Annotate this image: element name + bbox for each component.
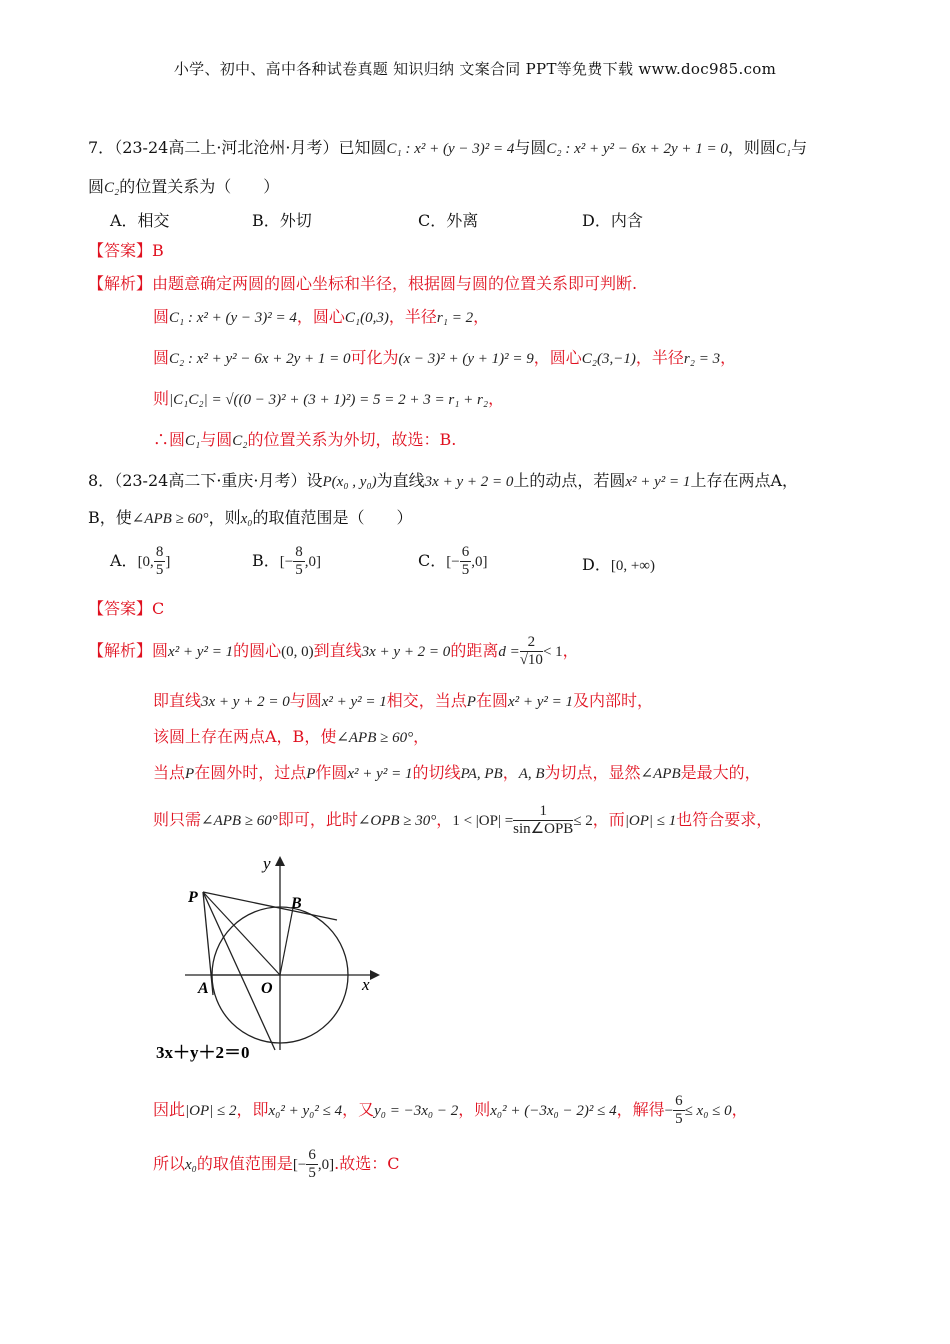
q7-step-3: 则|C₁C₂| = √((0 − 3)² + (3 + 1)²) = 5 = 2 + 3 = r₁ + r₂， <box>153 389 505 408</box>
label-line-equation: 3x＋y＋2＝0 <box>156 1043 250 1062</box>
q7-conclusion: ∴圆C₁与圆C₂的位置关系为外切，故选：B. <box>153 430 457 449</box>
label-b: B <box>291 895 302 912</box>
page-header: 小学、初中、高中各种试卷真题 知识归纳 文案合同 PPT等免费下载 www.doc985.com <box>173 60 777 78</box>
q7-option-b: B．外切 <box>252 211 312 230</box>
q8-analysis-5: 则只需∠APB ≥ 60°即可，此时∠OPB ≥ 30°，1 < |OP| = $\frac{1}{\text{sin∠OPB}}$ ≤ 2，而|OP| ≤ 1也符合要求， <box>153 803 773 837</box>
q8-option-c: C．[− $\frac{6}{5}$ ,0] <box>418 544 488 578</box>
q7-stem-line2: 圆C₂的位置关系为（ ） <box>88 177 280 196</box>
geometry-figure <box>150 850 390 1070</box>
q8-analysis-6: 因此|OP| ≤ 2，即x₀² + y₀² ≤ 4，又y₀ = −3x₀ − 2，则x₀² + (−3x₀ − 2)² ≤ 4，解得− $\frac{6}{5}$ ≤ x₀ ≤ 0， <box>153 1093 748 1127</box>
line-3x-y-2 <box>203 892 275 1050</box>
label-y: y <box>263 854 271 873</box>
q8-option-b: B．[− $\frac{8}{5}$ ,0] <box>252 544 321 578</box>
q7-option-d: D．内含 <box>582 211 643 230</box>
q8-analysis-1: 【解析】圆x² + y² = 1的圆心(0, 0)到直线3x + y + 2 = 0的距离d = $\frac{2}{√10}$ < 1， <box>88 634 579 668</box>
q7-stem-line1: 7．（23-24高二上·河北沧州·月考）已知圆C₁ : x² + (y − 3)² = 4与圆C₂ : x² + y² − 6x + 2y + 1 = 0，则圆C₁与 <box>88 138 808 157</box>
q8-conclusion: 所以x₀的取值范围是[− $\frac{6}{5}$ ,0].故选：C <box>153 1147 400 1181</box>
q8-analysis-2: 即直线3x + y + 2 = 0与圆x² + y² = 1相交，当点P在圆x² + y² = 1及内部时， <box>153 691 654 710</box>
q8-stem-line1: 8．（23-24高二下·重庆·月考）设P(x₀ , y₀)为直线3x + y + 2 = 0上的动点，若圆x² + y² = 1上存在两点A， <box>88 471 798 490</box>
q7-option-c: C．外离 <box>418 211 479 230</box>
label-a: A <box>198 980 209 997</box>
q7-answer: 【答案】B <box>88 241 164 260</box>
q8-option-d: D．[0, +∞) <box>582 555 655 574</box>
q7-step-2: 圆C₂ : x² + y² − 6x + 2y + 1 = 0可化为(x − 3)² + (y + 1)² = 9，圆心C₂(3,−1)，半径r₂ = 3， <box>153 348 737 367</box>
tangent-line-pb <box>203 892 337 920</box>
x-axis-arrow <box>370 970 380 980</box>
q8-analysis-4: 当点P在圆外时，过点P作圆x² + y² = 1的切线PA, PB，A, B为切点，显然∠APB是最大的， <box>153 763 761 782</box>
q8-analysis-3: 该圆上存在两点A，B，使∠APB ≥ 60°， <box>153 727 430 746</box>
label-x: x <box>362 975 370 994</box>
q8-answer: 【答案】C <box>88 599 165 618</box>
segment-po <box>203 892 280 975</box>
y-axis-arrow <box>275 856 285 866</box>
segment-ob <box>280 908 293 975</box>
q7-step-1: 圆C₁ : x² + (y − 3)² = 4，圆心C₁(0,3)，半径r₁ = 2， <box>153 307 490 326</box>
q7-analysis-intro: 【解析】由题意确定两圆的圆心坐标和半径，根据圆与圆的位置关系即可判断. <box>88 274 638 293</box>
q8-option-a: A．[0, $\frac{8}{5}$ ] <box>110 544 171 578</box>
label-o: O <box>261 980 273 997</box>
label-p: P <box>188 889 198 906</box>
q7-option-a: A．相交 <box>110 211 170 230</box>
q8-stem-line2: B，使∠APB ≥ 60°，则x₀的取值范围是（ ） <box>88 508 413 527</box>
